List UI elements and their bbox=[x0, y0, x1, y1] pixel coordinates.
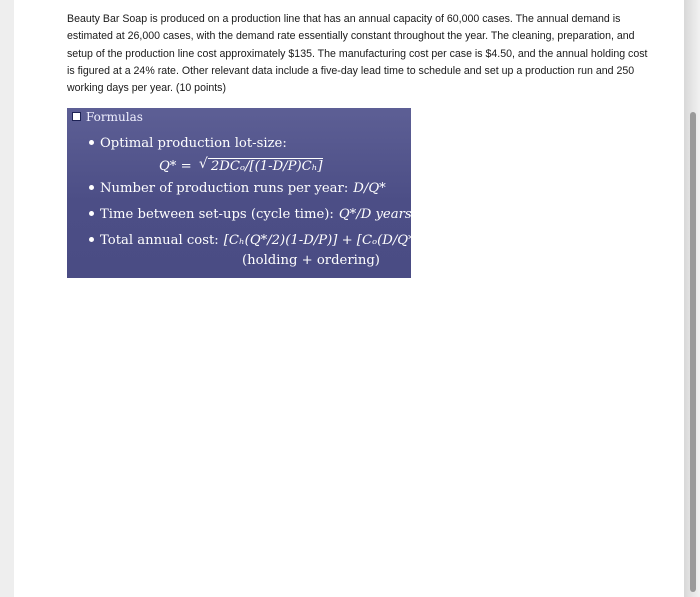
cycle-time-expr: Q*/D years bbox=[338, 207, 412, 222]
formulas-title bbox=[72, 109, 143, 124]
bullet-icon bbox=[89, 185, 94, 190]
bullet-icon bbox=[89, 211, 94, 216]
total-cost-expr: [Cₕ(Q*/2)(1-D/P)] + [Cₒ(D/Q*)] bbox=[223, 233, 425, 248]
optimal-rhs: 2DCₒ/[(1-D/P)Cₕ] bbox=[210, 159, 323, 174]
scrollbar-track[interactable] bbox=[684, 0, 700, 597]
formulas-title-text: Formulas bbox=[86, 109, 143, 124]
production-runs-label: Number of production runs per year: bbox=[100, 181, 349, 196]
square-root-icon bbox=[208, 158, 323, 174]
total-cost-label: Total annual cost: bbox=[100, 233, 219, 248]
bullet-icon bbox=[89, 140, 94, 145]
formulas-image bbox=[67, 108, 425, 278]
total-cost-item bbox=[89, 233, 425, 248]
production-runs-expr: D/Q* bbox=[353, 181, 386, 196]
cycle-time-item bbox=[89, 207, 412, 222]
problem-statement: Beauty Bar Soap is produced on a production line that has an annual capacity of 60,000 cases. The annual demand is estimated at 26,000 cases, with the demand rate essentially constant throughout the year. The cleaning, preparation, and setup of the production line cost approximately $135. The manufacturing cost per case is $4.50, and the annual holding cost is figured at a 24% rate. Other relevant data include a five-day lead time to schedule and set up a production run and 250 working days per year. (10 points) bbox=[67, 13, 648, 95]
optimal-lot-size-item bbox=[89, 136, 287, 151]
production-runs-item bbox=[89, 181, 386, 196]
optimal-lhs: Q* = bbox=[159, 159, 192, 174]
optimal-lot-size-formula bbox=[159, 158, 323, 174]
scrollbar-thumb[interactable] bbox=[690, 112, 696, 592]
bullet-icon bbox=[89, 237, 94, 242]
cycle-time-label: Time between set-ups (cycle time): bbox=[100, 207, 334, 222]
total-cost-note: (holding + ordering) bbox=[242, 253, 380, 268]
document-page bbox=[14, 0, 684, 597]
optimal-lot-size-label: Optimal production lot-size: bbox=[100, 136, 287, 151]
square-bullet-icon bbox=[72, 112, 81, 121]
